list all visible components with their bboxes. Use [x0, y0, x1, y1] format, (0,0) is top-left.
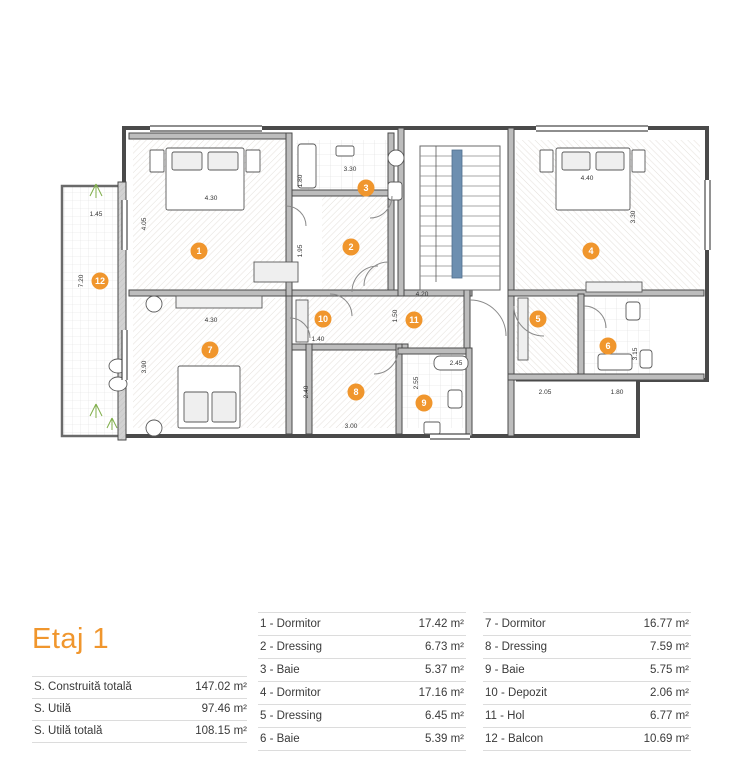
room-badge-number: 9: [421, 398, 427, 409]
room-badge-7: [202, 342, 219, 359]
area-summary-label: S. Utilă: [34, 703, 72, 715]
balcony-area: [62, 186, 124, 436]
legend-room-area: 5.75 m²: [650, 664, 689, 676]
legend-row: [258, 728, 466, 751]
legend-row: [258, 705, 466, 728]
area-summary-row: [32, 699, 247, 721]
dimension-label: 1.45: [89, 211, 103, 218]
legend-room-label: 11 - Hol: [485, 710, 525, 722]
legend-room-area: 5.37 m²: [425, 664, 464, 676]
dimension-label: 4.30: [204, 195, 218, 202]
legend-row: [258, 682, 466, 705]
legend-room-label: 5 - Dressing: [260, 710, 322, 722]
legend-room-area: 6.77 m²: [650, 710, 689, 722]
page-title: Etaj 1: [32, 623, 110, 655]
room-badge-number: 6: [605, 341, 611, 352]
room-badge-number: 4: [588, 246, 594, 257]
dimension-label: 1.40: [311, 336, 325, 343]
legend-row: [483, 705, 691, 728]
area-summary-list: [32, 676, 247, 743]
room-badge-number: 5: [535, 314, 541, 325]
legend-room-label: 8 - Dressing: [485, 641, 547, 653]
dimension-label: 3.30: [630, 210, 637, 224]
legend-row: [483, 659, 691, 682]
legend-room-area: 7.59 m²: [650, 641, 689, 653]
legend-row: [483, 636, 691, 659]
dimension-label: 2.05: [538, 389, 552, 396]
dimension-label: 1.95: [297, 244, 304, 258]
dimension-label: 1.80: [297, 174, 304, 188]
dimension-label: 2.40: [303, 385, 310, 399]
room-badge-9: [416, 395, 433, 412]
room-badge-5: [530, 311, 547, 328]
staircase: [420, 146, 500, 290]
dimension-label: 3.90: [141, 360, 148, 374]
legend-room-area: 6.73 m²: [425, 641, 464, 653]
dimension-label: 4.05: [141, 217, 148, 231]
dimension-label: 1.50: [392, 309, 399, 323]
dimension-label: 4.30: [204, 317, 218, 324]
legend-room-label: 6 - Baie: [260, 733, 300, 745]
legend-room-area: 17.42 m²: [418, 618, 464, 630]
dimension-label: 4.20: [415, 291, 429, 298]
area-summary-value: 97.46 m²: [201, 703, 247, 715]
legend-row: [483, 682, 691, 705]
legend-room-label: 7 - Dormitor: [485, 618, 546, 630]
room-badge-6: [600, 338, 617, 355]
area-summary-row: [32, 721, 247, 743]
area-summary-label: S. Construită totală: [34, 681, 132, 693]
legend-room-label: 3 - Baie: [260, 664, 300, 676]
area-summary-value: 108.15 m²: [195, 725, 247, 737]
legend-row: [258, 659, 466, 682]
legend-room-label: 10 - Depozit: [485, 687, 548, 699]
room-badge-11: [406, 312, 423, 329]
area-summary-value: 147.02 m²: [195, 681, 247, 693]
room-legend-column-1: [258, 612, 466, 751]
legend-row: [258, 636, 466, 659]
legend-room-area: 17.16 m²: [418, 687, 464, 699]
legend-row: [483, 612, 691, 636]
dimension-label: 3.15: [632, 347, 639, 361]
legend-room-area: 2.06 m²: [650, 687, 689, 699]
room-badge-1: [191, 243, 208, 260]
legend-room-label: 1 - Dormitor: [260, 618, 321, 630]
area-summary-label: S. Utilă totală: [34, 725, 103, 737]
legend-room-area: 5.39 m²: [425, 733, 464, 745]
legend-room-area: 6.45 m²: [425, 710, 464, 722]
room-badge-number: 2: [348, 242, 354, 253]
dimension-label: 7.20: [78, 274, 85, 288]
legend-row: [258, 612, 466, 636]
dimension-label: 4.40: [580, 175, 594, 182]
dimension-label: 2.55: [413, 376, 420, 390]
legend-room-label: 9 - Baie: [485, 664, 525, 676]
title-and-areas: [32, 625, 247, 743]
legend-row: [483, 728, 691, 751]
legend-room-label: 2 - Dressing: [260, 641, 322, 653]
room-badge-3: [358, 180, 375, 197]
room-badge-12: [92, 273, 109, 290]
legend-room-area: 16.77 m²: [643, 618, 689, 630]
room-badge-4: [583, 243, 600, 260]
legend-room-label: 4 - Dormitor: [260, 687, 321, 699]
room-badge-number: 3: [363, 183, 369, 194]
room-badge-number: 7: [207, 345, 213, 356]
room-badge-number: 1: [196, 246, 202, 257]
room-badge-10: [315, 311, 332, 328]
legend-room-label: 12 - Balcon: [485, 733, 544, 745]
dimension-label: 2.45: [449, 360, 463, 367]
dimension-label: 3.30: [343, 166, 357, 173]
room-legend-column-2: [483, 612, 691, 751]
room-badge-2: [343, 239, 360, 256]
dimension-label: 1.80: [610, 389, 624, 396]
dimension-label: 3.00: [344, 423, 358, 430]
room-badge-number: 8: [353, 387, 359, 398]
room-badge-number: 10: [317, 314, 329, 325]
plan-summary-block: [0, 600, 729, 768]
room-badge-8: [348, 384, 365, 401]
area-summary-row: [32, 676, 247, 699]
room-badge-number: 11: [409, 315, 419, 326]
room-badge-number: 12: [94, 276, 106, 287]
legend-room-area: 10.69 m²: [643, 733, 689, 745]
